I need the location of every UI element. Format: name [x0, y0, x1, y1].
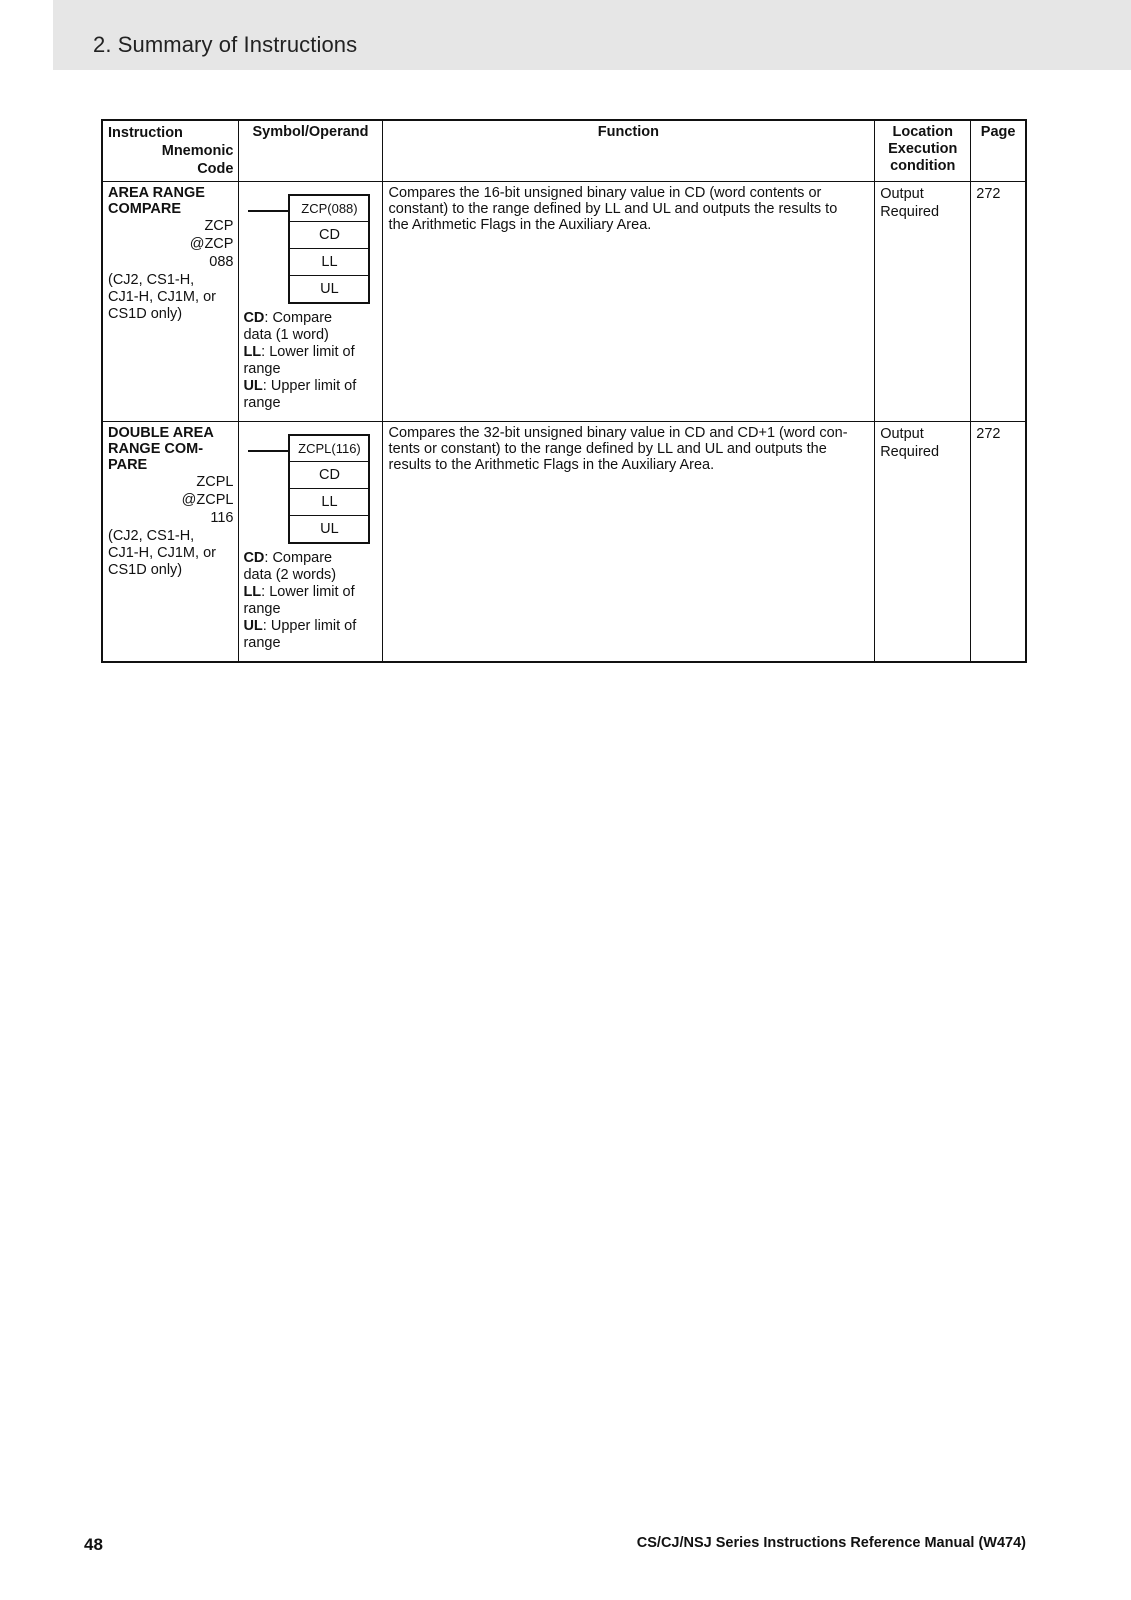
mnemonic: ZCPL [196, 474, 234, 490]
header-function: Function [382, 120, 875, 182]
ladder-box [288, 434, 370, 544]
operand-list: CD: Compare data (1 word) LL: Lower limit of range UL: Upper limit of range [243, 310, 377, 412]
ladder-operand: CD [290, 462, 368, 489]
operand-desc: CD: Compare [243, 550, 333, 566]
header-symbol: Symbol/Operand [239, 120, 382, 182]
function-code: 116 [210, 510, 234, 526]
header-page: Page [971, 120, 1026, 182]
ladder-operand: LL [290, 489, 368, 516]
ladder-input-line [248, 210, 288, 212]
ladder-mnemonic: ZCP(088) [290, 196, 368, 222]
symbol-cell [239, 182, 382, 422]
table-header-row [102, 120, 1026, 182]
ladder-operand: UL [320, 281, 339, 297]
page-number: 48 [84, 1535, 103, 1554]
function-code: 088 [209, 254, 234, 270]
operand-desc: UL: Upper limit of [243, 618, 357, 634]
operand-desc: LL: Lower limit of [243, 344, 355, 360]
symbol-cell [239, 422, 382, 662]
ladder-operand: CD [290, 222, 368, 249]
manual-title: CS/CJ/NSJ Series Instructions Reference Manual (W474) [636, 1535, 1026, 1551]
table-row [102, 182, 1026, 422]
page-cell: 272 [971, 182, 1026, 422]
instruction-cell: AREA RANGE COMPARE ZCP @ZCP 088 (CJ2, CS1-H, CJ1-H, CJ1M, or CS1D only) [102, 182, 239, 422]
mnemonic: ZCP [204, 218, 234, 234]
location-cell: Output Required [875, 182, 971, 422]
operand-desc: LL: Lower limit of [243, 584, 355, 600]
mnemonic-differentiated: @ZCPL [181, 492, 234, 508]
ladder-input-line [248, 450, 288, 452]
ladder-box [288, 194, 370, 304]
instruction-cell: DOUBLE AREA RANGE COM- PARE ZCPL @ZCPL 116 (CJ2, CS1-H, CJ1-H, CJ1M, or CS1D only) [102, 422, 239, 662]
function-cell: Compares the 16-bit unsigned binary value in CD (word contents or constant) to the range defined by LL and UL and outputs the results to the Arithmetic Flags in the Auxiliary Area. [382, 182, 875, 422]
operand-desc: CD: Compare [243, 310, 333, 326]
header-location: Location Execution condition [875, 120, 971, 182]
header-instruction: Instruction Mnemonic Code [102, 120, 239, 182]
section-title: 2. Summary of Instructions [93, 32, 358, 57]
table-row [102, 422, 1026, 662]
page-cell: 272 [971, 422, 1026, 662]
ladder-symbol [243, 426, 371, 550]
ladder-operand: UL [320, 521, 339, 537]
operand-list: CD: Compare data (2 words) LL: Lower limit of range UL: Upper limit of range [243, 550, 377, 652]
mnemonic-differentiated: @ZCP [189, 236, 234, 252]
location-cell: Output Required [875, 422, 971, 662]
ladder-mnemonic: ZCPL(116) [290, 436, 368, 462]
page-header [53, 0, 1131, 70]
ladder-operand: LL [290, 249, 368, 276]
operand-desc: UL: Upper limit of [243, 378, 357, 394]
ladder-symbol [243, 186, 371, 310]
function-cell: Compares the 32-bit unsigned binary value in CD and CD+1 (word con- tents or constant) to the range defined by LL and UL and outputs the results to the Arithmetic Flags in the Auxiliary Area. [382, 422, 875, 662]
instruction-table [101, 119, 1027, 663]
